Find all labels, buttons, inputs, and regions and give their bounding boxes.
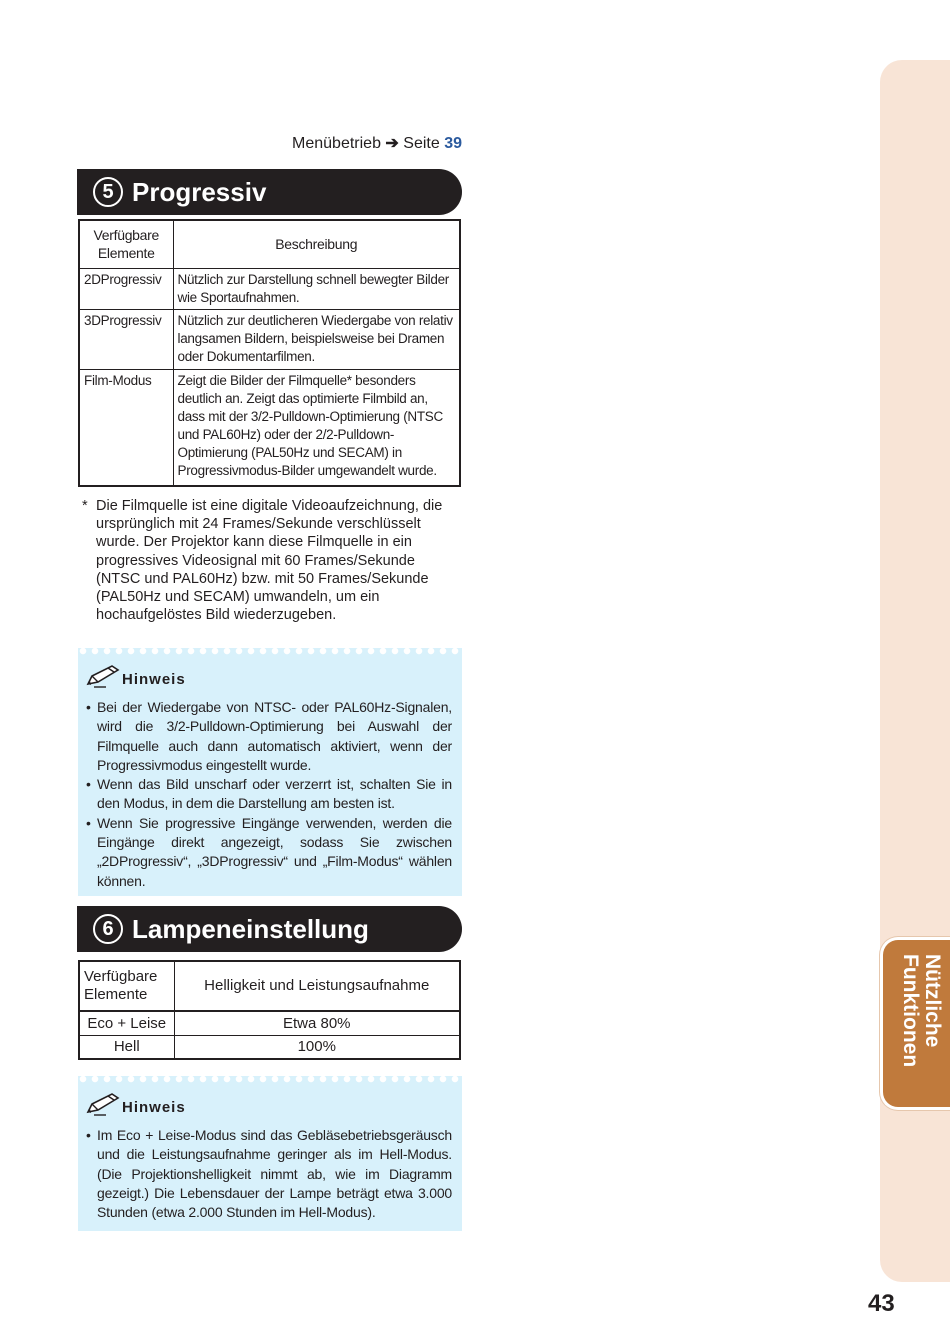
section-heading-lampeneinstellung bbox=[77, 906, 462, 952]
table-row bbox=[79, 369, 460, 486]
table-row bbox=[79, 1035, 460, 1059]
dotted-border bbox=[78, 647, 462, 657]
note-list bbox=[86, 698, 452, 891]
table-header-row bbox=[79, 220, 460, 268]
note-list bbox=[86, 1126, 452, 1222]
section-title: Progressiv bbox=[132, 176, 267, 207]
table-header: Verfügbare Elemente bbox=[79, 961, 174, 1011]
table-header: Verfügbare Elemente bbox=[79, 220, 173, 268]
table-cell: 2DProgressiv bbox=[79, 268, 173, 309]
arrow-right-icon: ➔ bbox=[385, 135, 399, 152]
note-heading bbox=[86, 662, 186, 688]
page-link[interactable]: 39 bbox=[444, 135, 462, 152]
table-cell: Nützlich zur Darstellung schnell bewegter Bilder wie Sportaufnahmen. bbox=[173, 268, 460, 309]
note-label: Hinweis bbox=[122, 671, 186, 688]
table-cell: Zeigt die Bilder der Filmquelle* besonders deutlich an. Zeigt das optimierte Filmbild an, dass mit der 3/2-Pulldown-Optimierung (NTSC und PAL60Hz) oder der 2/2-Pulldown-Optimierung (PAL50Hz und SECAM) in Progressivmodus-Bilder umgewandelt wurde. bbox=[173, 369, 460, 486]
table-row bbox=[79, 268, 460, 309]
table-cell: Etwa 80% bbox=[174, 1011, 460, 1035]
section-title: Lampeneinstellung bbox=[132, 913, 369, 944]
breadcrumb: Menübetrieb ➔ Seite 39 bbox=[292, 135, 462, 152]
footnote-text: Die Filmquelle ist eine digitale Videoaufzeichnung, die ursprünglich mit 24 Frames/Sekunde verschlüsselt wurde. Der Projektor kann diese Filmquelle in ein progressives Videosignal mit 60 Frames/Sekunde (NTSC und PAL60Hz) bzw. mit 50 Frames/Sekunde (PAL50Hz und SECAM) umwandeln, um ein hochaufgelöstes Bild wiederzugeben. bbox=[96, 498, 443, 624]
list-item: • Wenn Sie progressive Eingänge verwenden, werden die Eingänge direkt angezeigt, sodass Sie zwischen „2DProgressiv“, „3DProgressiv“ und „Film-Modus“ wählen können. bbox=[86, 814, 452, 891]
table-cell: Film-Modus bbox=[79, 369, 173, 486]
table-header-row bbox=[79, 961, 460, 1011]
pencil-icon bbox=[86, 1092, 120, 1116]
section-heading-progressiv bbox=[77, 169, 462, 215]
table-cell: Eco + Leise bbox=[79, 1011, 174, 1035]
footnote-mark: * bbox=[82, 498, 88, 514]
table-header: Beschreibung bbox=[173, 220, 460, 268]
lamp-table bbox=[78, 960, 461, 1060]
footnote bbox=[82, 497, 462, 624]
chapter-tab-label: Nützliche Funktionen bbox=[899, 954, 944, 1068]
dotted-border bbox=[78, 1075, 462, 1085]
note-heading bbox=[86, 1090, 186, 1116]
pencil-icon bbox=[86, 664, 120, 688]
section-number: 5 bbox=[93, 177, 123, 207]
table-cell: 3DProgressiv bbox=[79, 309, 173, 369]
page-number: 43 bbox=[868, 1290, 895, 1317]
note-label: Hinweis bbox=[122, 1099, 186, 1116]
table-row bbox=[79, 1011, 460, 1035]
table-cell: Nützlich zur deutlicheren Wiedergabe von relativ langsamen Bildern, beispielsweise bei Dramen oder Dokumentarfilmen. bbox=[173, 309, 460, 369]
table-cell: 100% bbox=[174, 1035, 460, 1059]
progressiv-table bbox=[78, 219, 461, 487]
list-item: • Wenn das Bild unscharf oder verzerrt ist, schalten Sie in den Modus, in dem die Darstellung am besten ist. bbox=[86, 775, 452, 814]
list-item: • Im Eco + Leise-Modus sind das Gebläsebetriebsgeräusch und die Leistungsaufnahme geringer als im Hell-Modus. (Die Projektionshelligkeit nimmt ab, wie im Diagramm gezeigt.) Die Lebensdauer der Lampe beträgt etwa 3.000 Stunden (etwa 2.000 Stunden im Hell-Modus). bbox=[86, 1126, 452, 1222]
chapter-tab[interactable] bbox=[880, 937, 950, 1110]
table-cell: Hell bbox=[79, 1035, 174, 1059]
note-box bbox=[78, 648, 462, 896]
list-item: • Bei der Wiedergabe von NTSC- oder PAL60Hz-Signalen, wird die 3/2-Pulldown-Optimierung bei Auswahl der Filmquelle auch dann automatisch aktiviert, wenn der Progressivmodus eingestellt wurde. bbox=[86, 698, 452, 775]
table-header: Helligkeit und Leistungsaufnahme bbox=[174, 961, 460, 1011]
table-row bbox=[79, 309, 460, 369]
note-box bbox=[78, 1076, 462, 1231]
section-number: 6 bbox=[93, 914, 123, 944]
